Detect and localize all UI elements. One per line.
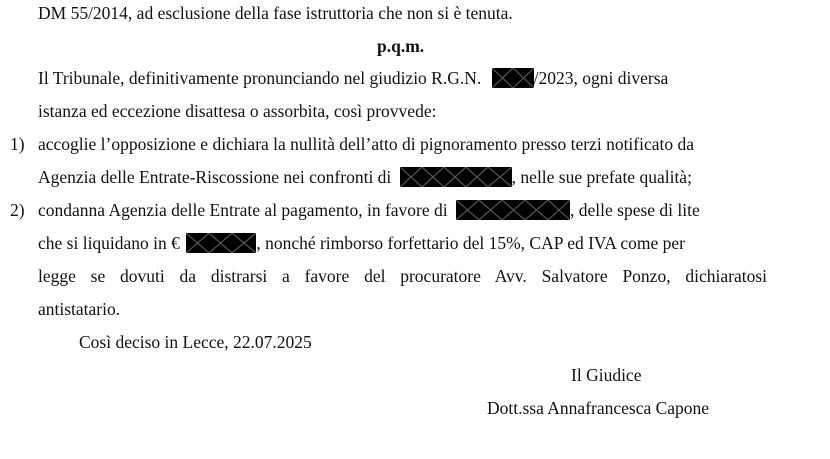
text-segment: condanna Agenzia delle Entrate al pagamento, in favore di	[38, 200, 448, 220]
judge-title: Il Giudice	[571, 365, 642, 385]
text-line-condanna	[38, 199, 767, 221]
list-number-2: 2)	[10, 200, 25, 220]
redaction-box-beneficiary	[456, 200, 570, 220]
text-segment: che si liquidano in €	[38, 233, 180, 253]
text-segment: , nelle sue prefate qualità;	[511, 167, 692, 187]
redaction-box-rgn	[492, 68, 534, 88]
text-segment: Agenzia delle Entrate-Riscossione nei confronti di	[38, 167, 392, 187]
text-line-agenzia	[38, 166, 692, 188]
text-line-accoglie: accoglie l’opposizione e dichiara la nullità dell’atto di pignoramento presso terzi notificato da	[38, 134, 695, 154]
list-number-1: 1)	[10, 134, 25, 154]
text-segment: , delle spese di lite	[570, 200, 700, 220]
text-line-antistatario: antistatario.	[38, 299, 121, 319]
text-line-tribunale	[38, 67, 767, 89]
text-line-istanza: istanza ed eccezione disattesa o assorbita, così provvede:	[38, 101, 437, 121]
text-line-dm: DM 55/2014, ad esclusione della fase istruttoria che non si è tenuta.	[38, 3, 513, 23]
text-segment: , nonché rimborso forfettario del 15%, CAP ed IVA come per	[256, 233, 685, 253]
judge-name: Dott.ssa Annafrancesca Capone	[487, 398, 710, 418]
text-line-legge: legge se dovuti da distrarsi a favore del procuratore Avv. Salvatore Ponzo, dichiaratosi	[38, 266, 767, 286]
place-date-line: Così deciso in Lecce, 22.07.2025	[79, 332, 312, 352]
text-segment: /2023, ogni diversa	[533, 68, 669, 88]
text-line-liquidano	[38, 232, 767, 254]
redaction-box-party	[400, 167, 512, 187]
text-segment: Il Tribunale, definitivamente pronunciando nel giudizio R.G.N.	[38, 68, 482, 88]
redaction-box-amount	[186, 233, 256, 253]
pqm-heading: p.q.m.	[377, 36, 425, 56]
